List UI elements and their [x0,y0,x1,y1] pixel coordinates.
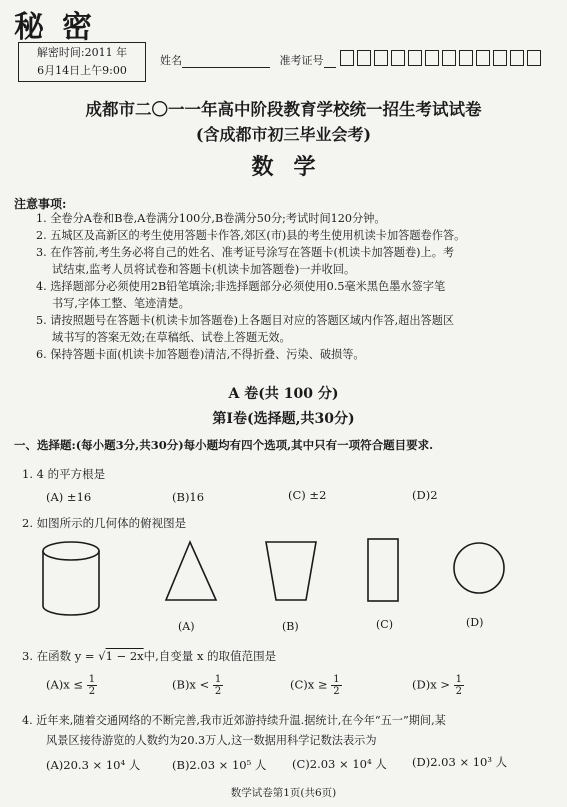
id-box[interactable] [374,50,388,66]
option-d-circle[interactable] [451,540,511,600]
candidate-fields [160,52,336,68]
id-box[interactable] [357,50,371,66]
q2-label-b: (B) [282,620,299,633]
part-one-heading: 第Ⅰ卷(选择题,共30分) [212,411,355,427]
q3-option-b[interactable] [172,674,223,697]
choice-instruction: 一、选择题:(每小题3分,共30分)每小题均有四个选项,其中只有一项符合题目要求. [14,438,434,452]
q3-radical: 1 − 2x [105,649,144,663]
secret-label: 秘密 [14,10,110,45]
notice-item: 1. 全卷分A卷和B卷,A卷满分100分,B卷满分50分;考试时间120分钟。 [36,212,386,225]
q1-option-c[interactable]: (C) ±2 [288,488,327,502]
q3-option-label: (A)x ≤ [46,677,84,692]
notice-heading: 注意事项: [14,197,67,211]
q3-stem-post: 中,自变量 x 的取值范围是 [143,649,277,663]
id-box[interactable] [493,50,507,66]
id-underline [324,55,336,68]
exam-subtitle: (含成都市初三毕业会考) [195,125,372,144]
q1-option-a[interactable]: (A) ±16 [46,490,92,504]
fraction [213,674,223,697]
q3-stem: 3. 在函数 y = √1 − 2x中,自变量 x 的取值范围是 [22,649,277,663]
id-box[interactable] [459,50,473,66]
q3-option-d[interactable] [412,674,464,697]
id-box[interactable] [391,50,405,66]
fraction-den: 2 [214,686,222,697]
fraction-num: 1 [455,674,463,685]
unseal-time-stamp [18,42,146,82]
fraction-num: 1 [88,674,96,685]
fraction [454,674,464,697]
name-label: 姓名 [160,54,182,67]
q1-option-b[interactable]: (B)16 [172,490,205,504]
id-number-boxes [340,50,541,66]
unseal-line-2: 6月14日上午9:00 [37,64,127,77]
fraction [331,674,341,697]
notice-item: 域书写的答案无效;在草稿纸、试卷上答题无效。 [52,331,291,344]
notice-item: 2. 五城区及高新区的考生使用答题卡作答,郊区(市)县的考生使用机读卡加答题卷作答。 [36,229,466,242]
q3-stem-pre: 3. 在函数 y = [22,649,99,663]
id-box[interactable] [510,50,524,66]
id-box[interactable] [425,50,439,66]
fraction-den: 2 [88,686,96,697]
q3-option-label: (B)x < [172,677,210,692]
fraction [87,674,97,697]
q1-option-d[interactable]: (D)2 [412,488,438,502]
notice-item: 6. 保持答题卡面(机读卡加答题卷)清洁,不得折叠、污染、破损等。 [36,348,365,361]
page-footer: 数学试卷第1页(共6页) [230,787,337,799]
q2-label-a: (A) [178,620,195,633]
q2-label-d: (D) [466,616,484,629]
subject-title: 数学 [251,154,336,180]
notice-item: 书写,字体工整、笔迹清楚。 [52,297,190,310]
option-b-trapezoid[interactable] [262,538,322,608]
q3-option-a[interactable] [46,674,97,697]
q3-option-label: (D)x > [412,677,450,692]
q2-label-c: (C) [376,618,393,631]
q4-option-b[interactable]: (B)2.03 × 10⁵ 人 [172,758,267,772]
fraction-num: 1 [333,674,340,685]
q4-stem-line1: 4. 近年来,随着交通网络的不断完善,我市近郊游持续升温.据统计,在今年“五一”期间,某 [22,714,446,727]
fraction-den: 2 [333,686,340,697]
option-a-triangle[interactable] [162,538,222,608]
q3-option-label: (C)x ≥ [290,677,328,692]
id-box[interactable] [408,50,422,66]
q3-option-c[interactable] [290,674,342,697]
notice-item: 4. 选择题部分必须使用2B铅笔填涂;非选择题部分必须使用0.5毫米黑色墨水签字笔 [36,280,446,293]
q2-stem: 2. 如图所示的几何体的俯视图是 [22,516,187,530]
fraction-num: 1 [214,674,222,685]
unseal-line-1: 解密时间:2011 年 [36,46,128,59]
q4-option-a[interactable]: (A)20.3 × 10⁴ 人 [46,758,141,772]
id-box[interactable] [527,50,541,66]
section-a-heading: A 卷(共 100 分) [228,386,339,402]
id-box[interactable] [442,50,456,66]
notice-item: 3. 在作答前,考生务必将自己的姓名、准考证号涂写在答题卡(机读卡加答题卷)上。考 [36,246,455,259]
cylinder-figure [38,540,108,620]
notice-item: 试结束,监考人员将试卷和答题卡(机读卡加答题卷)一并收回。 [52,263,356,276]
q4-stem-line2: 风景区接待游览的人数约为20.3万人,这一数据用科学记数法表示为 [46,734,377,747]
q4-option-d[interactable]: (D)2.03 × 10³ 人 [412,755,508,769]
id-box[interactable] [476,50,490,66]
option-c-rectangle[interactable] [364,536,404,608]
exam-title: 成都市二〇一一年高中阶段教育学校统一招生考试试卷 [85,100,482,119]
id-box[interactable] [340,50,354,66]
name-field[interactable] [182,55,270,68]
fraction-den: 2 [455,686,463,697]
q4-option-c[interactable]: (C)2.03 × 10⁴ 人 [292,757,387,771]
notice-item: 5. 请按照题号在答题卡(机读卡加答题卷)上各题目对应的答题区域内作答,超出答题区 [36,314,455,327]
q1-stem: 1. 4 的平方根是 [22,467,106,481]
id-label: 准考证号 [279,54,324,67]
